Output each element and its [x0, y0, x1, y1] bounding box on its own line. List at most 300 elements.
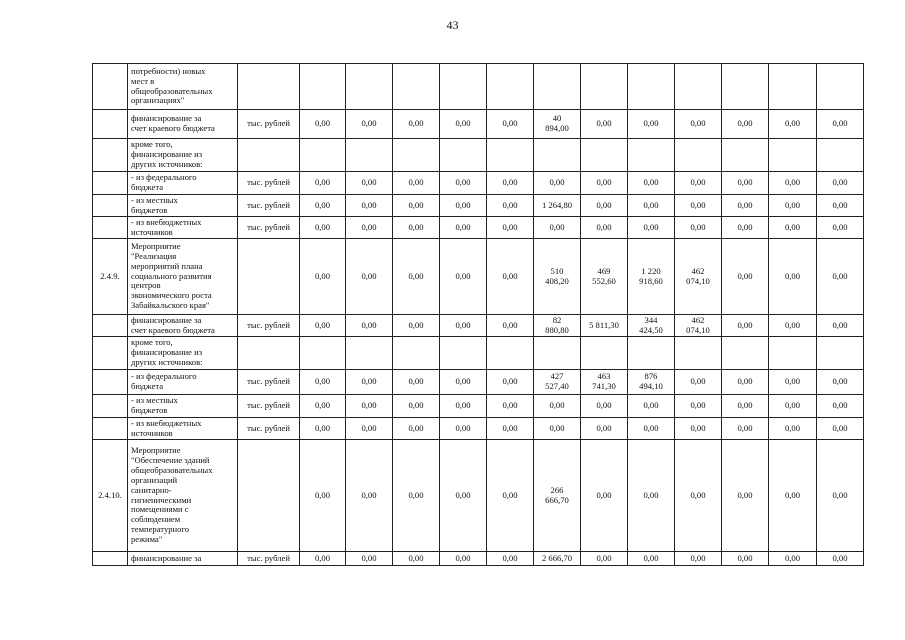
value-cell — [300, 139, 346, 172]
value-cell — [722, 64, 769, 110]
value-cell — [722, 418, 769, 440]
row-unit-text: тыс. рублей — [247, 376, 290, 387]
value-cell — [628, 139, 675, 172]
value-cell — [300, 440, 346, 552]
value-cell-text: 0,00 — [502, 422, 518, 433]
value-cell-text: 0,00 — [455, 489, 471, 500]
value-cell — [300, 395, 346, 418]
value-cell-text: 0,00 — [408, 221, 424, 232]
value-cell-text: 0,00 — [314, 552, 331, 563]
value-cell — [440, 418, 487, 440]
row-name-text: финансирование за — [131, 552, 202, 563]
value-cell — [393, 315, 440, 337]
value-cell — [534, 337, 581, 370]
value-cell — [346, 315, 393, 337]
value-cell-text: 0,00 — [455, 422, 471, 433]
row-name — [128, 217, 238, 239]
value-cell — [346, 195, 393, 217]
value-cell-text: 0,00 — [502, 400, 518, 411]
row-unit — [238, 315, 300, 337]
value-cell-text: 0,00 — [643, 221, 659, 232]
row-name — [128, 195, 238, 217]
value-cell-text: 0,00 — [784, 376, 801, 387]
value-cell — [817, 217, 864, 239]
row-name — [128, 440, 238, 552]
row-name — [128, 395, 238, 418]
value-cell — [487, 395, 534, 418]
value-cell-text: 0,00 — [455, 270, 471, 281]
value-cell — [487, 217, 534, 239]
value-cell — [487, 64, 534, 110]
value-cell — [769, 239, 817, 315]
value-cell — [487, 139, 534, 172]
value-cell — [722, 370, 769, 395]
value-cell-text: 0,00 — [737, 422, 753, 433]
row-name-text: - из местных бюджетов — [131, 395, 178, 415]
value-cell-text: 0,00 — [502, 221, 518, 232]
value-cell — [487, 239, 534, 315]
value-cell — [300, 418, 346, 440]
value-cell — [769, 217, 817, 239]
value-cell — [675, 64, 722, 110]
value-cell — [346, 139, 393, 172]
value-cell-text: 0,00 — [408, 400, 424, 411]
value-cell-text: 0,00 — [643, 199, 659, 210]
value-cell-text: 0,00 — [502, 552, 518, 563]
value-cell — [581, 172, 628, 195]
value-cell-text: 0,00 — [784, 489, 801, 500]
value-cell-text: 0,00 — [643, 400, 659, 411]
value-cell-text: 0,00 — [832, 177, 848, 188]
value-cell — [300, 552, 346, 566]
value-cell — [581, 418, 628, 440]
row-name-text: финансирование за счет краевого бюджета — [131, 113, 215, 133]
value-cell — [393, 172, 440, 195]
value-cell-text: 40 894,00 — [545, 113, 569, 133]
value-cell — [487, 370, 534, 395]
value-cell — [628, 110, 675, 139]
table-row — [93, 64, 864, 110]
value-cell — [675, 139, 722, 172]
row-unit — [238, 418, 300, 440]
value-cell-text: 0,00 — [832, 376, 848, 387]
value-cell — [817, 172, 864, 195]
value-cell — [817, 440, 864, 552]
value-cell — [769, 172, 817, 195]
row-name — [128, 239, 238, 315]
value-cell-text: 0,00 — [596, 221, 612, 232]
row-name — [128, 370, 238, 395]
value-cell — [581, 217, 628, 239]
value-cell — [346, 370, 393, 395]
value-cell — [817, 110, 864, 139]
value-cell-text: 0,00 — [737, 270, 753, 281]
value-cell-text: 0,00 — [408, 319, 424, 330]
value-cell-text: 344 424,50 — [639, 314, 663, 335]
table-row — [93, 139, 864, 172]
value-cell — [534, 440, 581, 552]
value-cell — [628, 315, 675, 337]
value-cell-text: 876 494,10 — [639, 371, 663, 391]
table-row — [93, 315, 864, 337]
value-cell — [300, 195, 346, 217]
value-cell — [769, 440, 817, 552]
row-code — [93, 552, 128, 566]
row-name-text: потребности) новых мест в общеобразовательных организациях" — [131, 65, 213, 106]
value-cell-text: 0,00 — [832, 118, 848, 129]
value-cell — [628, 172, 675, 195]
value-cell — [722, 395, 769, 418]
row-code — [93, 315, 128, 337]
value-cell — [722, 110, 769, 139]
value-cell-text: 0,00 — [314, 177, 331, 188]
value-cell-text: 0,00 — [690, 422, 706, 433]
value-cell — [534, 239, 581, 315]
value-cell-text: 0,00 — [596, 422, 612, 433]
row-unit — [238, 552, 300, 566]
value-cell-text: 2 666,70 — [541, 552, 573, 563]
value-cell — [487, 440, 534, 552]
table-row — [93, 395, 864, 418]
value-cell-text: 0,00 — [596, 118, 612, 129]
value-cell-text: 0,00 — [690, 376, 706, 387]
value-cell — [722, 440, 769, 552]
value-cell — [628, 370, 675, 395]
value-cell — [440, 110, 487, 139]
value-cell-text: 0,00 — [408, 177, 424, 188]
value-cell-text: 0,00 — [690, 118, 706, 129]
row-name-text: Мероприятие "Реализация мероприятий плана социального развития центров экономического роста Забайкальского края" — [131, 240, 212, 311]
value-cell — [346, 337, 393, 370]
value-cell — [346, 440, 393, 552]
value-cell — [487, 315, 534, 337]
value-cell — [393, 440, 440, 552]
value-cell-text: 1 220 918,60 — [639, 265, 663, 286]
value-cell-text: 5 811,30 — [589, 319, 619, 330]
value-cell-text: 0,00 — [455, 177, 471, 188]
row-unit-text: тыс. рублей — [247, 552, 290, 563]
row-unit-text: тыс. рублей — [247, 199, 290, 210]
value-cell — [769, 370, 817, 395]
value-cell — [675, 315, 722, 337]
value-cell — [722, 195, 769, 217]
value-cell — [769, 64, 817, 110]
value-cell-text: 0,00 — [784, 400, 801, 411]
row-name — [128, 337, 238, 370]
value-cell-text: 0,00 — [784, 270, 801, 281]
value-cell-text: 0,00 — [596, 199, 612, 210]
value-cell — [534, 370, 581, 395]
value-cell — [393, 110, 440, 139]
value-cell — [769, 418, 817, 440]
value-cell — [346, 172, 393, 195]
row-unit — [238, 172, 300, 195]
value-cell — [581, 110, 628, 139]
value-cell-text: 82 880,80 — [545, 314, 569, 335]
value-cell-text: 0,00 — [455, 221, 471, 232]
value-cell — [817, 139, 864, 172]
row-code — [93, 217, 128, 239]
value-cell — [817, 418, 864, 440]
row-name — [128, 172, 238, 195]
value-cell-text: 0,00 — [643, 118, 659, 129]
value-cell-text: 0,00 — [361, 400, 377, 411]
value-cell — [581, 395, 628, 418]
value-cell-text: 0,00 — [737, 221, 753, 232]
value-cell-text: 0,00 — [832, 400, 848, 411]
value-cell — [440, 195, 487, 217]
row-unit — [238, 139, 300, 172]
value-cell — [581, 195, 628, 217]
value-cell — [581, 370, 628, 395]
value-cell — [581, 64, 628, 110]
row-name — [128, 418, 238, 440]
value-cell-text: 0,00 — [455, 376, 471, 387]
value-cell-text: 0,00 — [361, 177, 377, 188]
value-cell-text: 0,00 — [737, 177, 753, 188]
value-cell-text: 0,00 — [549, 422, 565, 433]
value-cell — [722, 172, 769, 195]
row-name-text: - из федерального бюджета — [131, 371, 197, 391]
value-cell-text: 0,00 — [455, 118, 471, 129]
value-cell — [487, 552, 534, 566]
value-cell — [393, 395, 440, 418]
value-cell-text: 510 408,20 — [545, 265, 569, 286]
value-cell-text: 0,00 — [737, 400, 753, 411]
value-cell — [722, 337, 769, 370]
value-cell-text: 0,00 — [690, 177, 706, 188]
value-cell — [675, 440, 722, 552]
value-cell — [534, 418, 581, 440]
row-unit — [238, 217, 300, 239]
value-cell-text: 0,00 — [361, 118, 377, 129]
value-cell-text: 0,00 — [361, 199, 377, 210]
value-cell — [393, 337, 440, 370]
value-cell — [534, 217, 581, 239]
value-cell-text: 427 527,40 — [545, 371, 569, 391]
value-cell-text: 0,00 — [408, 376, 424, 387]
value-cell — [393, 418, 440, 440]
value-cell — [675, 110, 722, 139]
value-cell-text: 0,00 — [361, 270, 377, 281]
value-cell — [346, 418, 393, 440]
value-cell-text: 0,00 — [314, 199, 331, 210]
value-cell — [300, 370, 346, 395]
row-name-text: кроме того, финансирование из других источников: — [131, 337, 203, 367]
value-cell — [300, 217, 346, 239]
value-cell-text: 0,00 — [314, 376, 331, 387]
value-cell-text: 0,00 — [408, 489, 424, 500]
financing-table — [92, 63, 864, 566]
value-cell-text: 0,00 — [361, 422, 377, 433]
row-unit-text: тыс. рублей — [247, 422, 290, 433]
value-cell — [300, 315, 346, 337]
value-cell — [628, 239, 675, 315]
value-cell-text: 0,00 — [596, 400, 612, 411]
row-unit-text: тыс. рублей — [247, 118, 290, 129]
value-cell — [722, 239, 769, 315]
value-cell-text: 0,00 — [502, 376, 518, 387]
table-row — [93, 440, 864, 552]
value-cell — [628, 552, 675, 566]
value-cell-text: 0,00 — [737, 552, 753, 563]
value-cell — [817, 337, 864, 370]
value-cell-text: 0,00 — [690, 400, 706, 411]
value-cell-text: 0,00 — [737, 376, 753, 387]
value-cell — [534, 64, 581, 110]
row-unit — [238, 195, 300, 217]
value-cell-text: 0,00 — [690, 552, 706, 563]
value-cell — [487, 172, 534, 195]
value-cell — [769, 337, 817, 370]
value-cell-text: 0,00 — [408, 118, 424, 129]
row-unit — [238, 395, 300, 418]
value-cell-text: 0,00 — [502, 319, 518, 330]
value-cell-text: 0,00 — [549, 221, 565, 232]
value-cell-text: 0,00 — [737, 118, 753, 129]
value-cell — [628, 440, 675, 552]
value-cell — [300, 239, 346, 315]
value-cell — [675, 337, 722, 370]
value-cell-text: 0,00 — [502, 199, 518, 210]
value-cell — [675, 239, 722, 315]
value-cell-text: 0,00 — [832, 552, 848, 563]
value-cell-text: 0,00 — [832, 221, 848, 232]
value-cell-text: 0,00 — [643, 422, 659, 433]
row-name — [128, 139, 238, 172]
table-row — [93, 239, 864, 315]
value-cell — [769, 195, 817, 217]
value-cell-text: 462 074,10 — [686, 265, 710, 286]
value-cell — [675, 217, 722, 239]
value-cell-text: 0,00 — [737, 489, 753, 500]
value-cell-text: 0,00 — [455, 400, 471, 411]
value-cell — [393, 370, 440, 395]
value-cell-text: 0,00 — [784, 118, 801, 129]
table-row — [93, 370, 864, 395]
value-cell-text: 0,00 — [596, 552, 612, 563]
value-cell-text: 0,00 — [784, 199, 801, 210]
value-cell — [628, 64, 675, 110]
value-cell — [675, 195, 722, 217]
row-code — [93, 195, 128, 217]
value-cell-text: 0,00 — [502, 270, 518, 281]
value-cell-text: 0,00 — [643, 489, 659, 500]
table-row — [93, 217, 864, 239]
value-cell — [534, 172, 581, 195]
value-cell-text: 0,00 — [549, 400, 565, 411]
value-cell-text: 0,00 — [784, 422, 801, 433]
value-cell-text: 0,00 — [455, 319, 471, 330]
value-cell — [300, 110, 346, 139]
row-code — [93, 139, 128, 172]
value-cell — [817, 370, 864, 395]
value-cell — [487, 418, 534, 440]
row-name-text: Мероприятие "Обеспечение зданий общеобразовательных организаций санитарно- гигиеническими помещениями с соблюдением температурного режима" — [131, 445, 213, 544]
table-row — [93, 195, 864, 217]
value-cell — [769, 139, 817, 172]
value-cell — [817, 64, 864, 110]
row-code — [93, 110, 128, 139]
row-unit-text: тыс. рублей — [247, 221, 290, 232]
value-cell — [534, 139, 581, 172]
value-cell — [393, 195, 440, 217]
value-cell — [675, 552, 722, 566]
value-cell — [440, 64, 487, 110]
row-name-text: - из внебюджетных источников — [131, 417, 202, 438]
value-cell-text: 469 552,60 — [592, 265, 616, 286]
value-cell-text: 0,00 — [408, 552, 424, 563]
value-cell — [440, 337, 487, 370]
value-cell — [393, 64, 440, 110]
value-cell-text: 0,00 — [784, 177, 801, 188]
value-cell — [675, 395, 722, 418]
value-cell-text: 0,00 — [549, 177, 565, 188]
row-name — [128, 552, 238, 566]
value-cell-text: 0,00 — [832, 270, 848, 281]
value-cell — [769, 315, 817, 337]
value-cell — [817, 395, 864, 418]
value-cell — [628, 217, 675, 239]
value-cell-text: 0,00 — [361, 552, 377, 563]
table-row — [93, 552, 864, 566]
row-code — [93, 370, 128, 395]
row-name — [128, 315, 238, 337]
value-cell — [722, 552, 769, 566]
value-cell-text: 0,00 — [737, 199, 753, 210]
value-cell — [628, 418, 675, 440]
row-code — [93, 440, 128, 552]
value-cell — [817, 195, 864, 217]
page-number: 43 — [446, 18, 459, 32]
value-cell — [581, 139, 628, 172]
value-cell — [581, 440, 628, 552]
value-cell — [393, 139, 440, 172]
value-cell — [346, 217, 393, 239]
value-cell — [628, 195, 675, 217]
row-code — [93, 64, 128, 110]
value-cell-text: 0,00 — [502, 118, 518, 129]
row-unit — [238, 370, 300, 395]
value-cell-text: 0,00 — [314, 422, 331, 433]
value-cell-text: 0,00 — [314, 489, 331, 500]
value-cell-text: 0,00 — [784, 221, 801, 232]
table-row — [93, 337, 864, 370]
value-cell — [769, 110, 817, 139]
row-name-text: - из местных бюджетов — [131, 194, 178, 215]
value-cell-text: 0,00 — [832, 489, 848, 500]
value-cell-text: 0,00 — [408, 422, 424, 433]
value-cell — [487, 337, 534, 370]
value-cell — [628, 337, 675, 370]
value-cell-text: 0,00 — [361, 489, 377, 500]
value-cell-text: 0,00 — [690, 489, 706, 500]
value-cell-text: 0,00 — [314, 270, 331, 281]
value-cell — [675, 370, 722, 395]
value-cell-text: 0,00 — [408, 199, 424, 210]
value-cell-text: 0,00 — [832, 319, 848, 330]
value-cell — [300, 172, 346, 195]
row-code — [93, 337, 128, 370]
value-cell — [534, 552, 581, 566]
row-unit — [238, 239, 300, 315]
value-cell-text: 0,00 — [314, 221, 331, 232]
value-cell-text: 0,00 — [690, 199, 706, 210]
row-code-text: 2.4.9. — [100, 270, 120, 281]
value-cell — [628, 395, 675, 418]
row-name-text: кроме того, финансирование из других источников: — [131, 139, 203, 169]
value-cell — [534, 395, 581, 418]
